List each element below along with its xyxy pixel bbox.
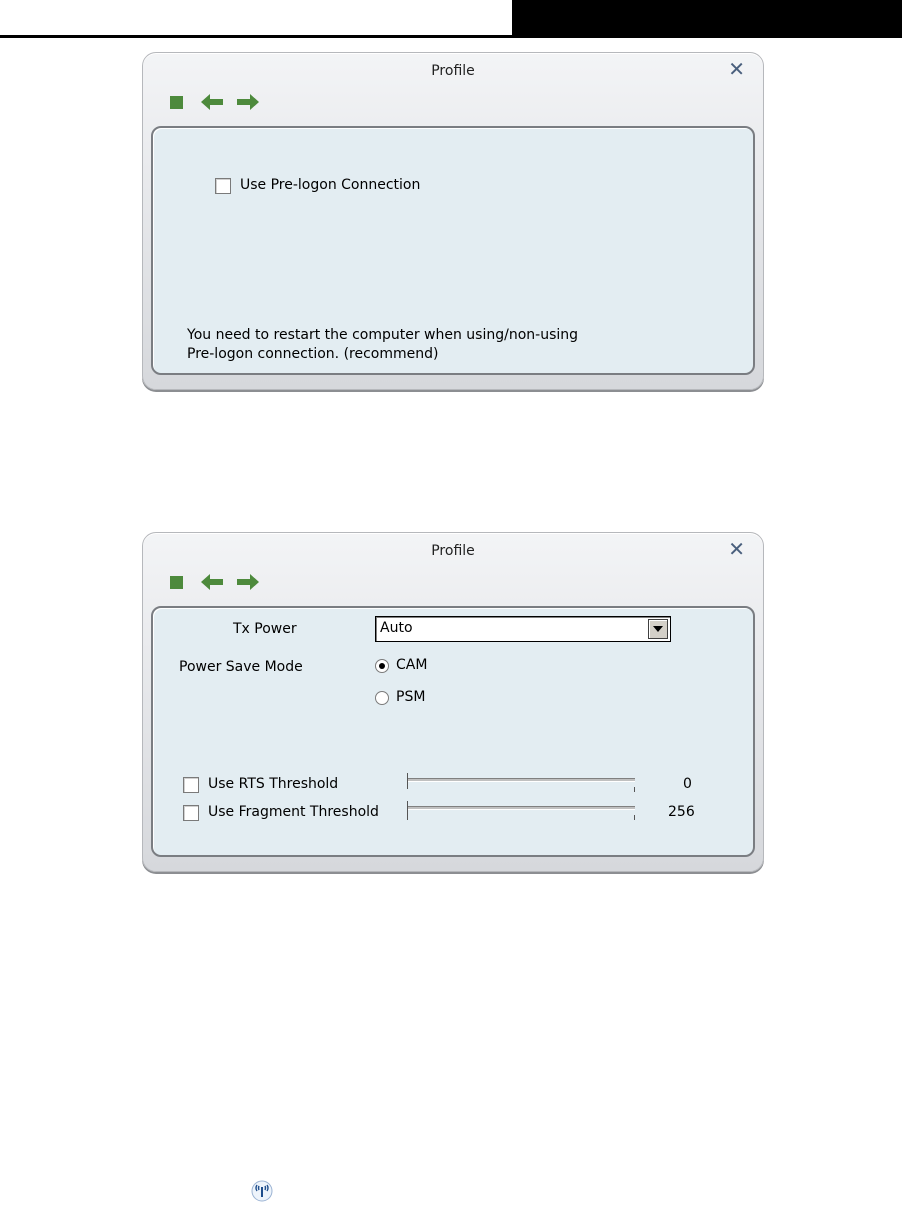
restart-note-line1: You need to restart the computer when using/non-using [187,327,579,343]
forward-arrow-icon[interactable] [237,571,259,593]
tx-power-label: Tx Power [233,621,297,637]
chevron-down-icon[interactable] [648,619,668,639]
power-save-label: Power Save Mode [179,659,303,675]
slider-thumb[interactable] [407,773,410,789]
profile-dialog-prelogon [142,52,764,390]
fragment-threshold-checkbox[interactable] [183,805,199,821]
restart-note-line2: Pre-logon connection. (recommend) [187,346,439,362]
wireless-signal-icon [250,1180,274,1202]
page-header-tab [512,0,902,36]
radio-psm-label: PSM [396,689,426,705]
page-header-rule [0,35,902,38]
dialog-body [151,126,755,375]
rts-threshold-value: 0 [683,776,692,792]
dialog-toolbar [165,571,273,593]
dialog-title: Profile [431,543,475,559]
rts-threshold-slider[interactable] [407,773,635,793]
stop-icon[interactable] [165,91,187,113]
radio-cam-label: CAM [396,657,428,673]
close-button[interactable]: ✕ [728,537,745,561]
tx-power-value: Auto [380,620,413,636]
radio-cam[interactable] [375,659,389,673]
dialog-body [151,606,755,857]
fragment-threshold-value: 256 [668,804,695,820]
back-arrow-icon[interactable] [201,91,223,113]
prelogon-label: Use Pre-logon Connection [240,177,421,193]
prelogon-checkbox[interactable] [215,178,231,194]
back-arrow-icon[interactable] [201,571,223,593]
dialog-title: Profile [431,63,475,79]
radio-psm[interactable] [375,691,389,705]
rts-threshold-checkbox[interactable] [183,777,199,793]
profile-dialog-advanced [142,532,764,872]
rts-threshold-label: Use RTS Threshold [208,776,339,792]
close-button[interactable]: ✕ [728,57,745,81]
stop-icon[interactable] [165,571,187,593]
dialog-toolbar [165,91,273,113]
tx-power-select[interactable] [375,616,671,642]
fragment-threshold-slider[interactable] [407,801,635,821]
forward-arrow-icon[interactable] [237,91,259,113]
fragment-threshold-label: Use Fragment Threshold [208,804,379,820]
